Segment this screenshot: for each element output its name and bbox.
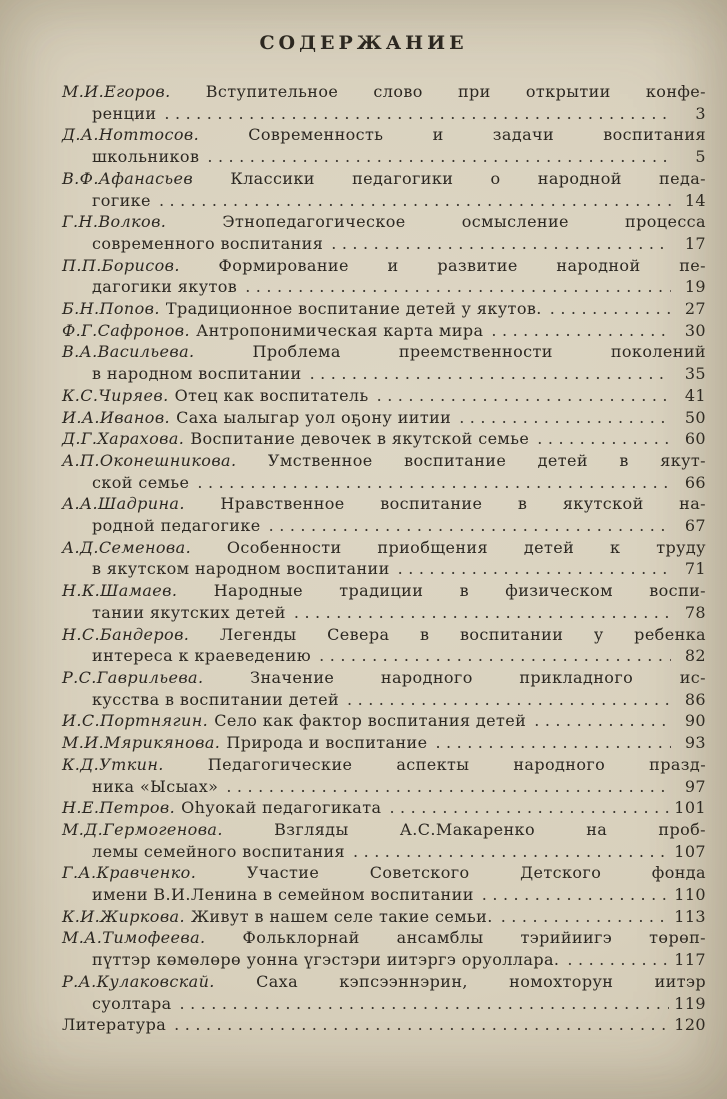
toc-entry-page-number: 93	[684, 733, 706, 753]
toc-entry-line	[62, 407, 706, 429]
toc-entry-title: Саха ыалыгар уол оҕону иитии	[176, 407, 452, 427]
toc-entry-page-number: 71	[684, 559, 706, 579]
toc-entry-title-continuation: в якутском народном воспитании	[92, 559, 390, 579]
toc-entry-line	[62, 906, 706, 928]
toc-entry	[62, 255, 706, 298]
toc-entry-author: Г.Н.Волков.	[62, 212, 167, 232]
dot-leader	[159, 190, 671, 212]
dot-leader	[398, 558, 671, 580]
toc-entry-title: Этнопедагогическое осмысление процесса	[222, 212, 706, 232]
toc-entry	[62, 450, 706, 493]
toc-entry-page-number: 101	[674, 798, 706, 818]
dot-leader	[226, 776, 671, 798]
toc-entry-line	[62, 732, 706, 754]
toc-entry-line	[62, 385, 706, 407]
toc-entry-title: Село как фактор воспитания детей	[214, 711, 527, 731]
toc-entry-page-number: 110	[674, 885, 706, 905]
toc-entry	[62, 385, 706, 407]
toc-entry-title-continuation: ской семье	[92, 472, 190, 492]
toc-entry	[62, 428, 706, 450]
toc-entry-title-continuation: родной педагогике	[92, 516, 261, 536]
toc-entry-line	[62, 211, 706, 233]
toc-entry	[62, 667, 706, 710]
toc-entry-line	[62, 124, 706, 146]
toc-entry	[62, 732, 706, 754]
toc-entry-page-number: 17	[684, 233, 706, 253]
dot-leader	[501, 906, 670, 928]
toc-entry-author: М.И.Мярикянова.	[62, 733, 221, 753]
toc-entry-author: Н.К.Шамаев.	[62, 581, 178, 601]
toc-entry-continuation-line	[62, 472, 706, 494]
toc-entry-continuation-line	[62, 103, 706, 125]
dot-leader	[331, 233, 671, 255]
toc-entry-line	[62, 320, 706, 342]
toc-entry-title: Нравственное воспитание в якутской на-	[220, 494, 706, 514]
toc-entry-author: В.А.Васильева.	[62, 342, 195, 362]
toc-entry-title: Оһуокай педагогиката	[181, 798, 382, 818]
toc-entry	[62, 971, 706, 1014]
toc-entry-author: Ф.Г.Сафронов.	[62, 320, 190, 340]
dot-leader	[174, 1014, 669, 1036]
toc-entry-title: Особенности приобщения детей к труду	[226, 537, 706, 557]
toc-entry-title: Саха кэпсээннэрин, номохторун иитэр	[256, 971, 706, 991]
toc-entry-page-number: 78	[684, 602, 706, 622]
toc-entry-line	[62, 754, 706, 776]
toc-entry-line	[62, 862, 706, 884]
toc-entry-title-continuation: ренции	[92, 103, 157, 123]
toc-entry-author: Н.С.Бандеров.	[62, 624, 190, 644]
toc-entry-page-number: 30	[684, 320, 706, 340]
dot-leader	[319, 645, 671, 667]
toc-entry-page-number: 66	[684, 472, 706, 492]
toc-entry-continuation-line	[62, 276, 706, 298]
toc-entry	[62, 168, 706, 211]
toc-entry-title: Традиционное воспитание детей у якутов.	[165, 299, 542, 319]
dot-leader	[459, 407, 671, 429]
toc-entry-line	[62, 428, 706, 450]
dot-leader	[197, 472, 671, 494]
toc-entry-line	[62, 450, 706, 472]
toc-entry-line	[62, 667, 706, 689]
toc-entry-author: Г.А.Кравченко.	[62, 863, 197, 883]
toc-entry	[62, 710, 706, 732]
toc-entry	[62, 862, 706, 905]
toc-entry-page-number: 120	[674, 1015, 706, 1035]
toc-entry-title-continuation: лемы семейного воспитания	[92, 841, 346, 861]
toc-entry-title-continuation: имени В.И.Ленина в семейном воспитании	[92, 885, 474, 905]
toc-entry-author: А.А.Шадрина.	[62, 494, 185, 514]
toc-entry-title: Живут в нашем селе такие семьи.	[191, 906, 493, 926]
toc-entry-continuation-line	[62, 993, 706, 1015]
toc-entry-page-number: 60	[684, 429, 706, 449]
toc-entry-continuation-line	[62, 233, 706, 255]
toc-entry-page-number: 5	[695, 147, 706, 167]
toc-entry-line	[62, 710, 706, 732]
toc-entry-title: Взгляды А.С.Макаренко на проб-	[274, 819, 706, 839]
toc-entry-title-continuation: ника «Ысыах»	[92, 776, 219, 796]
toc-entry-title-continuation: дагогики якутов	[92, 277, 238, 297]
dot-leader	[377, 385, 671, 407]
toc-entry-title: Воспитание девочек в якутской семье	[190, 429, 530, 449]
toc-entry-line	[62, 624, 706, 646]
toc-entry-line	[62, 797, 706, 819]
toc-entry-line	[62, 1014, 706, 1036]
toc-entry-continuation-line	[62, 776, 706, 798]
toc-entry-title-continuation: в народном воспитании	[92, 364, 302, 384]
toc-entry-title: Вступительное слово при открытии конфе-	[205, 82, 706, 101]
toc-entry-author: В.Ф.Афанасьев	[62, 168, 194, 188]
toc-entry-line	[62, 580, 706, 602]
toc-entry-page-number: 107	[674, 841, 706, 861]
toc-entry-author: Б.Н.Попов.	[62, 299, 160, 319]
toc-entry-author: И.С.Портнягин.	[62, 711, 209, 731]
toc-entry	[62, 407, 706, 429]
toc-entry-line	[62, 255, 706, 277]
toc-entry-line	[62, 927, 706, 949]
toc-entry	[62, 927, 706, 970]
dot-leader	[245, 276, 671, 298]
dot-leader	[164, 103, 671, 125]
toc-entry-page-number: 82	[684, 646, 706, 666]
toc-entry-title: Легенды Севера в воспитании у ребенка	[219, 624, 706, 644]
toc-entry	[62, 81, 706, 124]
toc-entry-title-continuation: кусства в воспитании детей	[92, 689, 340, 709]
toc-entry-continuation-line	[62, 689, 706, 711]
toc-entry-continuation-line	[62, 602, 706, 624]
toc-entry-page-number: 50	[684, 407, 706, 427]
toc-entry-author: П.П.Борисов.	[62, 255, 180, 275]
dot-leader	[310, 363, 671, 385]
toc-entry-title: Природа и воспитание	[226, 733, 428, 753]
toc-entry-title-continuation: пүттэр көмөлөрө уонна үгэстэри иитэргэ оруоллара.	[92, 950, 560, 970]
toc-entry-page-number: 86	[684, 689, 706, 709]
dot-leader	[550, 298, 671, 320]
toc-entry-continuation-line	[62, 645, 706, 667]
toc-entry-author: К.И.Жиркова.	[62, 906, 185, 926]
toc-entry-page-number: 41	[684, 385, 706, 405]
dot-leader	[294, 602, 671, 624]
toc-entry-continuation-line	[62, 515, 706, 537]
toc-entry-continuation-line	[62, 884, 706, 906]
toc-entry-title: Антропонимическая карта мира	[196, 320, 484, 340]
toc-entry-title: Классики педагогики о народной педа-	[230, 168, 706, 188]
toc-entry-title-continuation: суолтара	[92, 993, 172, 1013]
toc-entry-page-number: 67	[684, 516, 706, 536]
toc-entry-author: М.Д.Гермогенова.	[62, 819, 223, 839]
toc-entry-author: Д.Г.Харахова.	[62, 429, 185, 449]
toc-entry-page-number: 119	[674, 993, 706, 1013]
toc-entry-continuation-line	[62, 558, 706, 580]
toc-entry-line	[62, 819, 706, 841]
toc-entry-author: Н.Е.Петров.	[62, 798, 176, 818]
toc-entry-title: Формирование и развитие народной пе-	[218, 255, 706, 275]
dot-leader	[534, 710, 671, 732]
toc-entry-author: Р.А.Кулаковскай.	[62, 971, 215, 991]
toc-entry-title: Педагогические аспекты народного празд-	[207, 754, 706, 774]
toc-entry-title: Народные традиции в физическом воспи-	[213, 581, 706, 601]
toc-entry	[62, 320, 706, 342]
toc-entry	[62, 211, 706, 254]
toc-entry-title: Фольклорнай ансамблы тэрийиигэ төрөп-	[242, 928, 706, 948]
toc-entry	[62, 124, 706, 167]
dot-leader	[482, 884, 669, 906]
toc-entry-title-continuation: школьников	[92, 147, 200, 167]
toc-entry	[62, 624, 706, 667]
toc-entry-page-number: 19	[684, 277, 706, 297]
dot-leader	[491, 320, 671, 342]
toc-entry-title: Отец как воспитатель	[174, 385, 369, 405]
toc-entry-continuation-line	[62, 949, 706, 971]
toc-entry	[62, 298, 706, 320]
toc-entry	[62, 1014, 706, 1036]
toc-entry-title-continuation: интереса к краеведению	[92, 646, 312, 666]
toc-entry-author: К.Д.Уткин.	[62, 754, 164, 774]
dot-leader	[537, 428, 671, 450]
toc-entry-author: М.А.Тимофеева.	[62, 928, 206, 948]
toc-entry-page-number: 3	[695, 103, 706, 123]
toc-entry-page-number: 14	[684, 190, 706, 210]
toc-entry-title: Умственное воспитание детей в якут-	[267, 450, 706, 470]
toc-entry-title: Современность и задачи воспитания	[248, 125, 706, 145]
toc-entry-author: Р.С.Гаврильева.	[62, 667, 204, 687]
toc-entry	[62, 797, 706, 819]
toc-entry	[62, 906, 706, 928]
toc-entry-continuation-line	[62, 363, 706, 385]
dot-leader	[435, 732, 671, 754]
toc-entry-line	[62, 341, 706, 363]
dot-leader	[567, 949, 669, 971]
toc-entry-page-number: 117	[674, 950, 706, 970]
dot-leader	[347, 689, 671, 711]
dot-leader	[269, 515, 671, 537]
toc-entry-page-number: 27	[684, 299, 706, 319]
toc-entry-continuation-line	[62, 190, 706, 212]
toc-entry-author: Д.А.Ноттосов.	[62, 125, 200, 145]
toc-entry-author: М.И.Егоров.	[62, 82, 171, 101]
toc-entry-author: А.Д.Семенова.	[62, 537, 192, 557]
toc-entry-page-number: 90	[684, 711, 706, 731]
toc-entry-page-number: 97	[684, 776, 706, 796]
toc-entry-continuation-line	[62, 841, 706, 863]
toc-entry-line	[62, 971, 706, 993]
toc-entry	[62, 341, 706, 384]
toc-entry-title: Литература	[62, 1015, 167, 1035]
toc-entry	[62, 754, 706, 797]
toc-entry	[62, 493, 706, 536]
toc-entry-title-continuation: современного воспитания	[92, 233, 324, 253]
toc-entry-continuation-line	[62, 146, 706, 168]
toc-entry-title-continuation: тании якутских детей	[92, 602, 286, 622]
toc-entry-title: Участие Советского Детского фонда	[246, 863, 706, 883]
toc-entry-line	[62, 493, 706, 515]
toc-entry	[62, 537, 706, 580]
dot-leader	[353, 841, 669, 863]
toc-entry-author: И.А.Иванов.	[62, 407, 171, 427]
toc-entry-author: К.С.Чиряев.	[62, 385, 169, 405]
toc-entry-author: А.П.Оконешникова.	[62, 450, 237, 470]
toc-entry-page-number: 35	[684, 364, 706, 384]
dot-leader	[389, 797, 669, 819]
toc-entry-line	[62, 537, 706, 559]
page-title: СОДЕРЖАНИЕ	[259, 32, 468, 54]
toc-entry-title-continuation: гогике	[92, 190, 151, 210]
toc-entry-line	[62, 168, 706, 190]
toc-entry	[62, 580, 706, 623]
toc-entry-page-number: 113	[674, 906, 706, 926]
dot-leader	[207, 146, 671, 168]
toc-entry-line	[62, 81, 706, 103]
dot-leader	[180, 993, 670, 1015]
toc-list	[0, 81, 727, 1036]
toc-entry-title: Значение народного прикладного ис-	[250, 667, 706, 687]
toc-entry-title: Проблема преемственности поколений	[252, 342, 706, 362]
toc-entry-line	[62, 298, 706, 320]
toc-entry	[62, 819, 706, 862]
